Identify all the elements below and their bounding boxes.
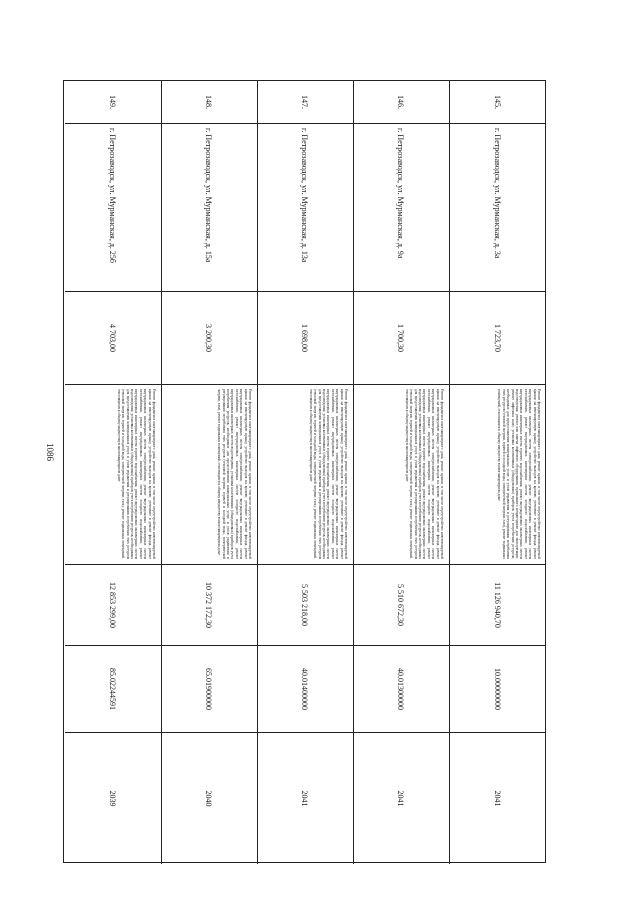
- repair-cost: 5 503 218,00: [257, 564, 353, 645]
- table-row: [162, 81, 258, 864]
- row-number: 145.: [493, 95, 503, 109]
- repair-works-list: Ремонт фундамента многоквартирного дома, ремонт крыши, в том числе переустройство невентилируемой крыши на вентилируемую крышу, устройство выходов на кровлю, утепление и ремонт фасада, ремонт внутридомовых инженерных систем электроснабжения, ремонт внутридомовых инженерных систем газоснабжения, ремонт внутридомовых инженерных систем холодного водоснабжения, ремонт внутридомовых инженерных систем горячего водоснабжения, ремонт внутридомовых инженерных систем водоотведения, установка коллективных (общедомовых) приборов учета потребления ресурсов, необходимых для предоставления коммунальных услуг, и узлов управления и регулирования потребления этих ресурсов (тепловой энергии, горячей и холодной воды, электрической энергии, газа), ремонт подвальных помещений, относящихся к общему имуществу в многоквартирном доме: [65, 384, 161, 564]
- repair-rate: 65.01900000: [161, 645, 257, 732]
- repair-year: 2041: [450, 732, 546, 864]
- housing-repair-table: [63, 80, 546, 863]
- repair-works-list: Ремонт фундамента многоквартирного дома, ремонт крыши, в том числе переустройство невентилируемой крыши на вентилируемую крышу, устройство выходов на кровлю, утепление и ремонт фасада, ремонт внутридомовых инженерных систем электроснабжения, ремонт внутридомовых инженерных систем газоснабжения, ремонт внутридомовых инженерных систем холодного водоснабжения, ремонт внутридомовых инженерных систем водоотведения, установка коллективных (общедомовых) приборов учета потребления ресурсов, необходимых для предоставления коммунальных услуг, и узлов управления и регулирования потребления этих ресурсов (тепловой энергии, горячей и холодной воды, электрической энергии, газа), ремонт подвальных помещений, относящихся к общему имуществу в многоквартирном доме: [161, 384, 257, 564]
- repair-works-list: Ремонт фундамента многоквартирного дома, ремонт крыши, в том числе переустройство невентилируемой крыши на вентилируемую крышу, устройство выходов на кровлю, утепление и ремонт фасада, ремонт внутридомовых инженерных систем электроснабжения, ремонт внутридомовых инженерных систем газоснабжения, ремонт внутридомовых инженерных систем холодного водоснабжения, ремонт внутридомовых инженерных систем горячего водоснабжения, ремонт внутридомовых инженерных систем водоотведения, установка коллективных (общедомовых) приборов учета потребления ресурсов, необходимых для предоставления коммунальных услуг, и узлов управления и регулирования потребления этих ресурсов (тепловой энергии, горячей и холодной воды, электрической энергии, газа), ремонт подвальных помещений, относящихся к общему имуществу в многоквартирном доме: [353, 384, 449, 564]
- row-number: 149.: [108, 95, 118, 109]
- table-body: [63, 81, 546, 864]
- house-area: 1 723,70: [450, 291, 546, 384]
- table-row: [258, 81, 354, 864]
- repair-rate: 40.01300000: [353, 645, 449, 732]
- table-row: [450, 81, 546, 864]
- house-address: г. Петрозаводск, ул. Мурманская, д. 9а: [353, 123, 449, 291]
- repair-works-list: Ремонт фундамента многоквартирного дома, ремонт крыши, в том числе переустройство невентилируемой крыши на вентилируемую крышу, устройство выходов на кровлю, утепление и ремонт фасада, ремонт внутридомовых инженерных систем электроснабжения, ремонт внутридомовых инженерных систем газоснабжения, ремонт внутридомовых инженерных систем холодного водоснабжения, ремонт внутридомовых инженерных систем горячего водоснабжения, ремонт внутридомовых инженерных систем водоотведения, установка коллективных (общедомовых) приборов учета потребления ресурсов, необходимых для предоставления коммунальных услуг, и узлов управления и регулирования потребления этих ресурсов (тепловой энергии, горячей и холодной воды, электрической энергии, газа), ремонт подвальных помещений, относящихся к общему имуществу в многоквартирном доме: [257, 384, 353, 564]
- house-address: г. Петрозаводск, ул. Мурманская, д. 13а: [257, 123, 353, 291]
- repair-year: 2041: [257, 732, 353, 864]
- repair-year: 2041: [353, 732, 449, 864]
- house-address: г. Петрозаводск, ул. Мурманская, д. 3а: [450, 123, 546, 291]
- house-address: г. Петрозаводск, ул. Мурманская, д. 25б: [65, 123, 161, 291]
- page-number: 1086: [45, 443, 55, 461]
- repair-year: 2040: [161, 732, 257, 864]
- repair-works-list: Ремонт фундамента многоквартирного дома, ремонт крыши, в том числе переустройство невентилируемой крыши на вентилируемую крышу, устройство выходов на кровлю, утепление и ремонт фасада, ремонт внутридомовых инженерных систем электроснабжения, ремонт внутридомовых инженерных систем газоснабжения, ремонт внутридомовых инженерных систем холодного водоснабжения, ремонт внутридомовых инженерных систем горячего водоснабжения, ремонт внутридомовых инженерных систем водоотведения, ремонт или замена лифтового оборудования, признанного непригодным для эксплуатации, ремонт лифтовых шахт, установка коллективных (общедомовых) приборов учета потребления ресурсов, необходимых для предоставления коммунальных услуг, и узлов управления и регулирования потребления этих ресурсов (тепловой энергии, горячей и холодной воды, электрической энергии, газа), ремонт подвальных помещений, относящихся к общему имуществу в многоквартирном доме: [450, 384, 546, 564]
- repair-rate: 40.01400000: [257, 645, 353, 732]
- repair-cost: 12 853 299,00: [65, 564, 161, 645]
- table-row: [66, 81, 162, 864]
- repair-cost: 5 510 672,30: [353, 564, 449, 645]
- repair-rate: 85.02244591: [65, 645, 161, 732]
- house-area: 1 700,30: [353, 291, 449, 384]
- house-area: 3 200,30: [161, 291, 257, 384]
- row-number: 147.: [300, 95, 310, 109]
- repair-cost: 11 126 940,70: [450, 564, 546, 645]
- repair-rate: 10.00000000: [450, 645, 546, 732]
- repair-cost: 10 372 172,30: [161, 564, 257, 645]
- table-row: [354, 81, 450, 864]
- row-number: 148.: [204, 95, 214, 109]
- house-area: 4 703,00: [65, 291, 161, 384]
- repair-year: 2039: [65, 732, 161, 864]
- house-address: г. Петрозаводск, ул. Мурманская, д. 15а: [161, 123, 257, 291]
- house-area: 1 698,00: [257, 291, 353, 384]
- row-number: 146.: [396, 95, 406, 109]
